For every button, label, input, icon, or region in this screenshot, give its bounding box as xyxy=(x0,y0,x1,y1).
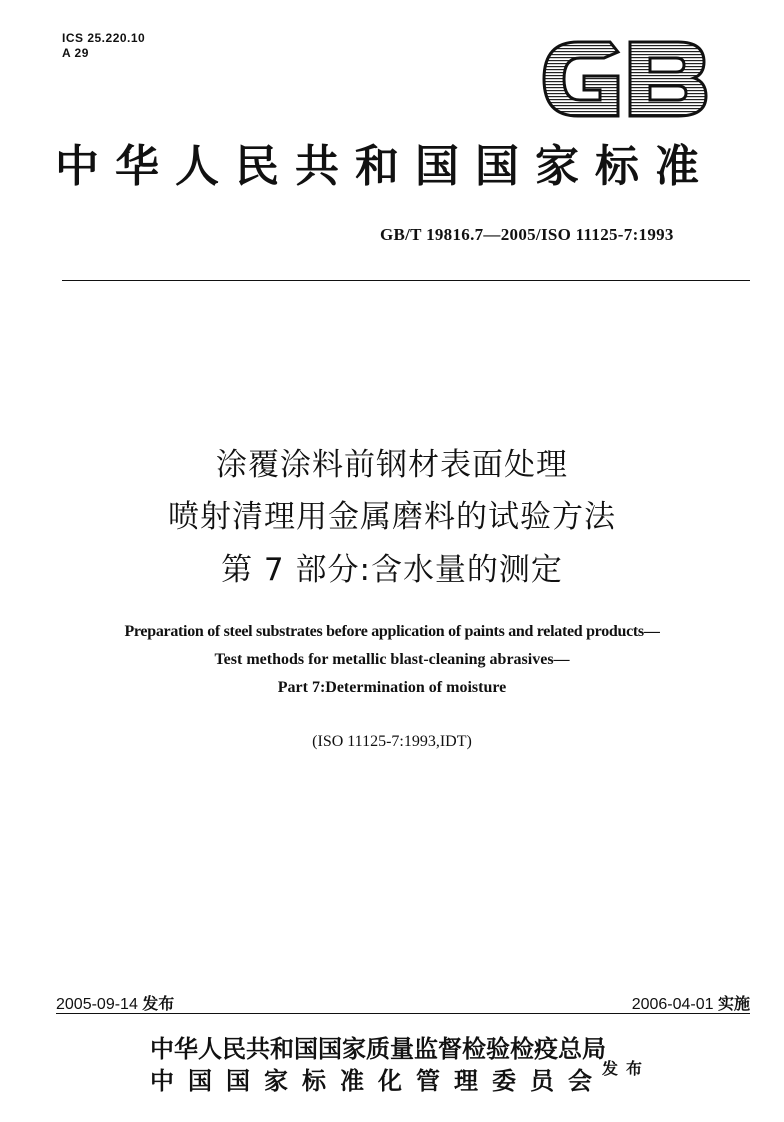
zh-title-line-1: 涂覆涂料前钢材表面处理 xyxy=(216,447,568,483)
en-title-line-2: Test methods for metallic blast-cleaning abrasives— xyxy=(214,651,570,668)
footer-divider xyxy=(56,1013,750,1014)
issue-date-block xyxy=(56,991,174,1014)
zh-title-line-3: 第 7 部分:含水量的测定 xyxy=(221,552,563,588)
implement-word: 实施 xyxy=(717,994,750,1013)
issue-word: 发布 xyxy=(142,994,175,1013)
en-title-line-1: Preparation of steel substrates before application of paints and related products— xyxy=(124,623,660,640)
header-divider xyxy=(62,280,750,281)
publish-label: 发布 xyxy=(602,1059,651,1078)
national-standard-title: 中华人民共和国国家标准 xyxy=(55,141,715,192)
implement-date-block xyxy=(632,991,750,1014)
issue-date: 2005-09-14 xyxy=(56,996,138,1013)
classification-codes xyxy=(62,31,145,61)
issuer-sac: 中国国家标准化管理委员会 xyxy=(150,1066,606,1095)
standard-number: GB/T 19816.7—2005/ISO 11125-7:1993 xyxy=(380,225,674,244)
zh-title-line-2: 喷射清理用金属磨料的试验方法 xyxy=(168,499,616,535)
implement-date: 2006-04-01 xyxy=(631,996,714,1013)
ccs-code: A 29 xyxy=(62,46,89,60)
issuer-aqsiq: 中华人民共和国国家质量监督检验检疫总局 xyxy=(150,1034,606,1063)
en-title-line-3: Part 7:Determination of moisture xyxy=(277,679,507,696)
iso-equivalence: (ISO 11125-7:1993,IDT) xyxy=(312,733,472,750)
ics-code: ICS 25.220.10 xyxy=(62,31,146,45)
gb-logo xyxy=(538,36,710,122)
